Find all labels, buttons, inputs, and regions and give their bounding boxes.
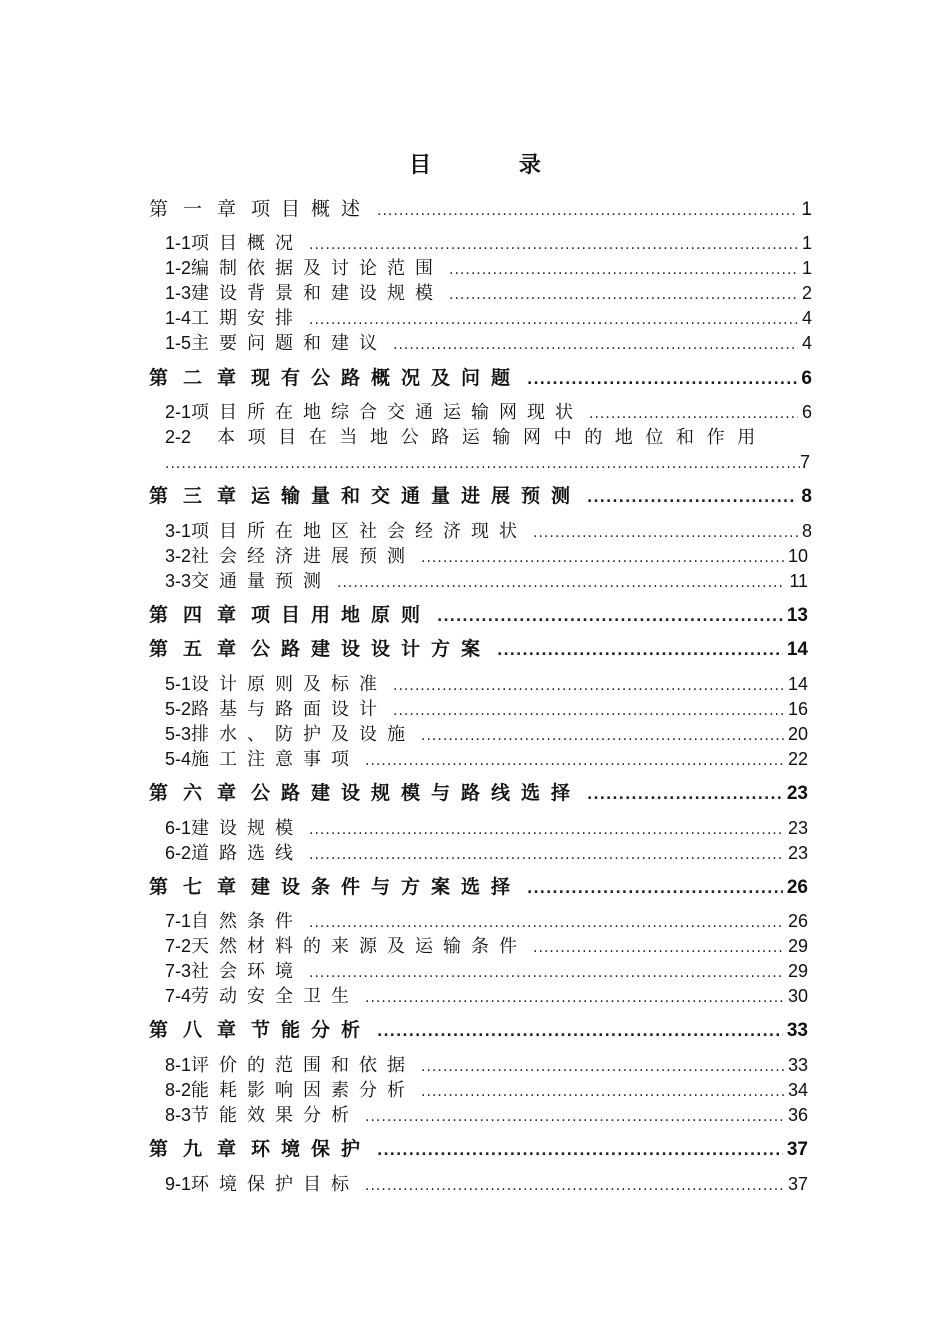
toc-section-entry[interactable] <box>165 745 808 773</box>
entry-title: 路基与路面设计 <box>191 699 388 720</box>
section-number: 1-5 <box>165 333 192 353</box>
section-number: 3-3 <box>165 571 192 591</box>
page-title: 目 录 <box>409 153 581 178</box>
page-number: 34 <box>787 1080 808 1100</box>
entry-title: 天然材料的来源及运输条件 <box>191 936 528 957</box>
toc-section-entry[interactable] <box>165 670 808 698</box>
entry-title: 节能分析 <box>251 1019 372 1041</box>
section-number: 1-4 <box>165 308 192 328</box>
section-number: 6-2 <box>165 843 192 863</box>
toc-section-entry[interactable] <box>165 398 812 426</box>
entry-title: 环境保护 <box>251 1138 372 1160</box>
section-number: 1-2 <box>165 258 192 278</box>
entry-title: 项目用地原则 <box>251 604 432 626</box>
entry-title: 主要问题和建议 <box>191 333 388 354</box>
page-number: 6 <box>801 402 812 422</box>
section-number: 2-1 <box>165 402 192 422</box>
section-number: 5-3 <box>165 724 192 744</box>
chapter-number: 第三章 <box>149 485 252 507</box>
section-number: 5-1 <box>165 674 192 694</box>
toc-section-entry[interactable] <box>165 720 808 748</box>
toc-section-entry[interactable] <box>165 567 808 595</box>
leader-dots <box>365 1103 784 1131</box>
chapter-number: 第九章 <box>149 1138 252 1160</box>
entry-title: 社会经济进展预测 <box>191 546 416 567</box>
toc-chapter-entry[interactable] <box>149 635 808 663</box>
section-number: 1-1 <box>165 233 192 253</box>
leader-dots <box>365 1172 784 1200</box>
leader-dots <box>337 569 785 597</box>
toc-section-entry[interactable] <box>165 542 808 570</box>
page-number: 33 <box>786 1020 808 1041</box>
page-number: 16 <box>787 699 808 719</box>
page-number: 1 <box>801 199 812 220</box>
leader-dots <box>377 1137 783 1165</box>
toc-section-entry[interactable] <box>165 1051 808 1079</box>
leader-dots <box>437 603 783 631</box>
entry-title: 现有公路概况及问题 <box>251 367 522 389</box>
section-number: 3-1 <box>165 521 192 541</box>
entry-title: 劳动安全卫生 <box>191 986 360 1007</box>
page-number: 8 <box>801 486 812 507</box>
toc-section-entry[interactable] <box>165 304 812 332</box>
entry-title: 建设规模 <box>191 818 304 839</box>
toc-section-entry[interactable] <box>165 1101 808 1129</box>
chapter-number: 第五章 <box>149 638 252 660</box>
entry-title: 工期安排 <box>191 308 304 329</box>
toc-chapter-entry[interactable] <box>149 364 812 392</box>
page-number: 4 <box>801 333 812 353</box>
page-number: 23 <box>786 783 808 804</box>
entry-title: 道路选线 <box>191 843 304 864</box>
chapter-number: 第二章 <box>149 367 252 389</box>
section-number: 7-1 <box>165 911 192 931</box>
chapter-number: 第四章 <box>149 604 252 626</box>
entry-title: 本项目在当地公路运输网中的地位和作用 <box>217 427 768 448</box>
toc-section-entry[interactable] <box>165 279 812 307</box>
section-number: 5-4 <box>165 749 192 769</box>
toc-section-entry[interactable] <box>165 695 808 723</box>
toc-section-entry[interactable] <box>165 517 812 545</box>
section-number: 9-1 <box>165 1174 192 1194</box>
entry-title: 交通量预测 <box>191 571 332 592</box>
chapter-number: 第六章 <box>149 782 252 804</box>
entry-title: 公路建设规模与路线选择 <box>251 782 582 804</box>
toc-chapter-entry[interactable] <box>149 195 812 223</box>
section-number: 3-2 <box>165 546 192 566</box>
toc-chapter-entry[interactable] <box>149 873 808 901</box>
page-number: 26 <box>787 911 808 931</box>
leader-dots <box>365 984 784 1012</box>
section-number: 8-2 <box>165 1080 192 1100</box>
entry-title: 社会环境 <box>191 961 304 982</box>
entry-title: 项目概述 <box>251 198 372 220</box>
entry-title: 公路建设设计方案 <box>251 638 492 660</box>
entry-title: 排水、防护及设施 <box>191 724 416 745</box>
section-number: 7-2 <box>165 936 192 956</box>
leader-dots <box>497 637 783 665</box>
page-number: 1 <box>801 258 812 278</box>
entry-title: 设计原则及标准 <box>191 674 388 695</box>
page-number: 37 <box>787 1174 808 1194</box>
page-number: 30 <box>787 986 808 1006</box>
entry-title: 自然条件 <box>191 911 304 932</box>
section-number: 1-3 <box>165 283 192 303</box>
leader-dots <box>527 875 783 903</box>
page-number: 29 <box>787 961 808 981</box>
toc-section-entry[interactable] <box>165 957 808 985</box>
entry-title: 项目概况 <box>191 233 304 254</box>
toc-section-entry[interactable] <box>165 423 812 451</box>
section-number: 7-3 <box>165 961 192 981</box>
page-number: 14 <box>787 674 808 694</box>
page-number: 33 <box>787 1055 808 1075</box>
page-number: 14 <box>786 639 808 660</box>
page-number: 22 <box>787 749 808 769</box>
section-number: 5-2 <box>165 699 192 719</box>
toc-leader-continuation <box>165 450 810 474</box>
toc-chapter-entry[interactable] <box>149 1016 808 1044</box>
page-number: 37 <box>786 1139 808 1160</box>
entry-title: 建设背景和建设规模 <box>191 283 444 304</box>
page-number: 10 <box>787 546 808 566</box>
entry-title: 施工注意事项 <box>191 749 360 770</box>
leader-dots <box>377 1018 783 1046</box>
toc-section-entry[interactable] <box>165 329 812 357</box>
entry-title: 项目所在地综合交通运输网现状 <box>191 402 584 423</box>
section-number: 2-2 <box>165 427 192 447</box>
page-number: 1 <box>801 233 812 253</box>
page-number: 2 <box>801 283 812 303</box>
entry-title: 环境保护目标 <box>191 1174 360 1195</box>
entry-title: 节能效果分析 <box>191 1105 360 1126</box>
toc-section-entry[interactable] <box>165 229 812 257</box>
page-number: 11 <box>789 571 808 591</box>
page-number: 23 <box>787 843 808 863</box>
toc-chapter-entry[interactable] <box>149 601 808 629</box>
leader-dots <box>377 197 797 225</box>
page-number: 26 <box>786 877 808 898</box>
toc-chapter-entry[interactable] <box>149 482 812 510</box>
page-number: 6 <box>801 368 812 389</box>
entry-title: 能耗影响因素分析 <box>191 1080 416 1101</box>
section-number: 6-1 <box>165 818 192 838</box>
page-number: 4 <box>801 308 812 328</box>
leader-dots <box>309 841 784 869</box>
section-number: 7-4 <box>165 986 192 1006</box>
toc-section-entry[interactable] <box>165 839 808 867</box>
chapter-number: 第一章 <box>149 198 252 220</box>
leader-dots <box>587 781 783 809</box>
toc-section-entry[interactable] <box>165 907 808 935</box>
page-number: 13 <box>786 605 808 626</box>
entry-title: 运输量和交通量进展预测 <box>251 485 582 507</box>
toc-section-entry[interactable] <box>165 1076 808 1104</box>
toc-chapter-entry[interactable] <box>149 779 808 807</box>
page-number: 20 <box>787 724 808 744</box>
toc-section-entry[interactable] <box>165 254 812 282</box>
page-number: 36 <box>787 1105 808 1125</box>
page-number: 23 <box>787 818 808 838</box>
leader-dots <box>165 452 800 476</box>
chapter-number: 第八章 <box>149 1019 252 1041</box>
leader-dots <box>587 484 797 512</box>
toc-section-entry[interactable] <box>165 982 808 1010</box>
entry-title: 编制依据及讨论范围 <box>191 258 444 279</box>
page-number: 29 <box>787 936 808 956</box>
toc-section-entry[interactable] <box>165 932 808 960</box>
entry-title: 评价的范围和依据 <box>191 1055 416 1076</box>
entry-title: 项目所在地区社会经济现状 <box>191 521 528 542</box>
leader-dots <box>365 747 784 775</box>
toc-section-entry[interactable] <box>165 1170 808 1198</box>
toc-chapter-entry[interactable] <box>149 1135 808 1163</box>
page-number: 8 <box>801 521 812 541</box>
entry-title: 建设条件与方案选择 <box>251 876 522 898</box>
toc-section-entry[interactable] <box>165 814 808 842</box>
leader-dots <box>393 331 798 359</box>
leader-dots <box>527 366 797 394</box>
chapter-number: 第七章 <box>149 876 252 898</box>
section-number: 8-1 <box>165 1055 192 1075</box>
page-number: 7 <box>799 452 810 472</box>
section-number: 8-3 <box>165 1105 192 1125</box>
